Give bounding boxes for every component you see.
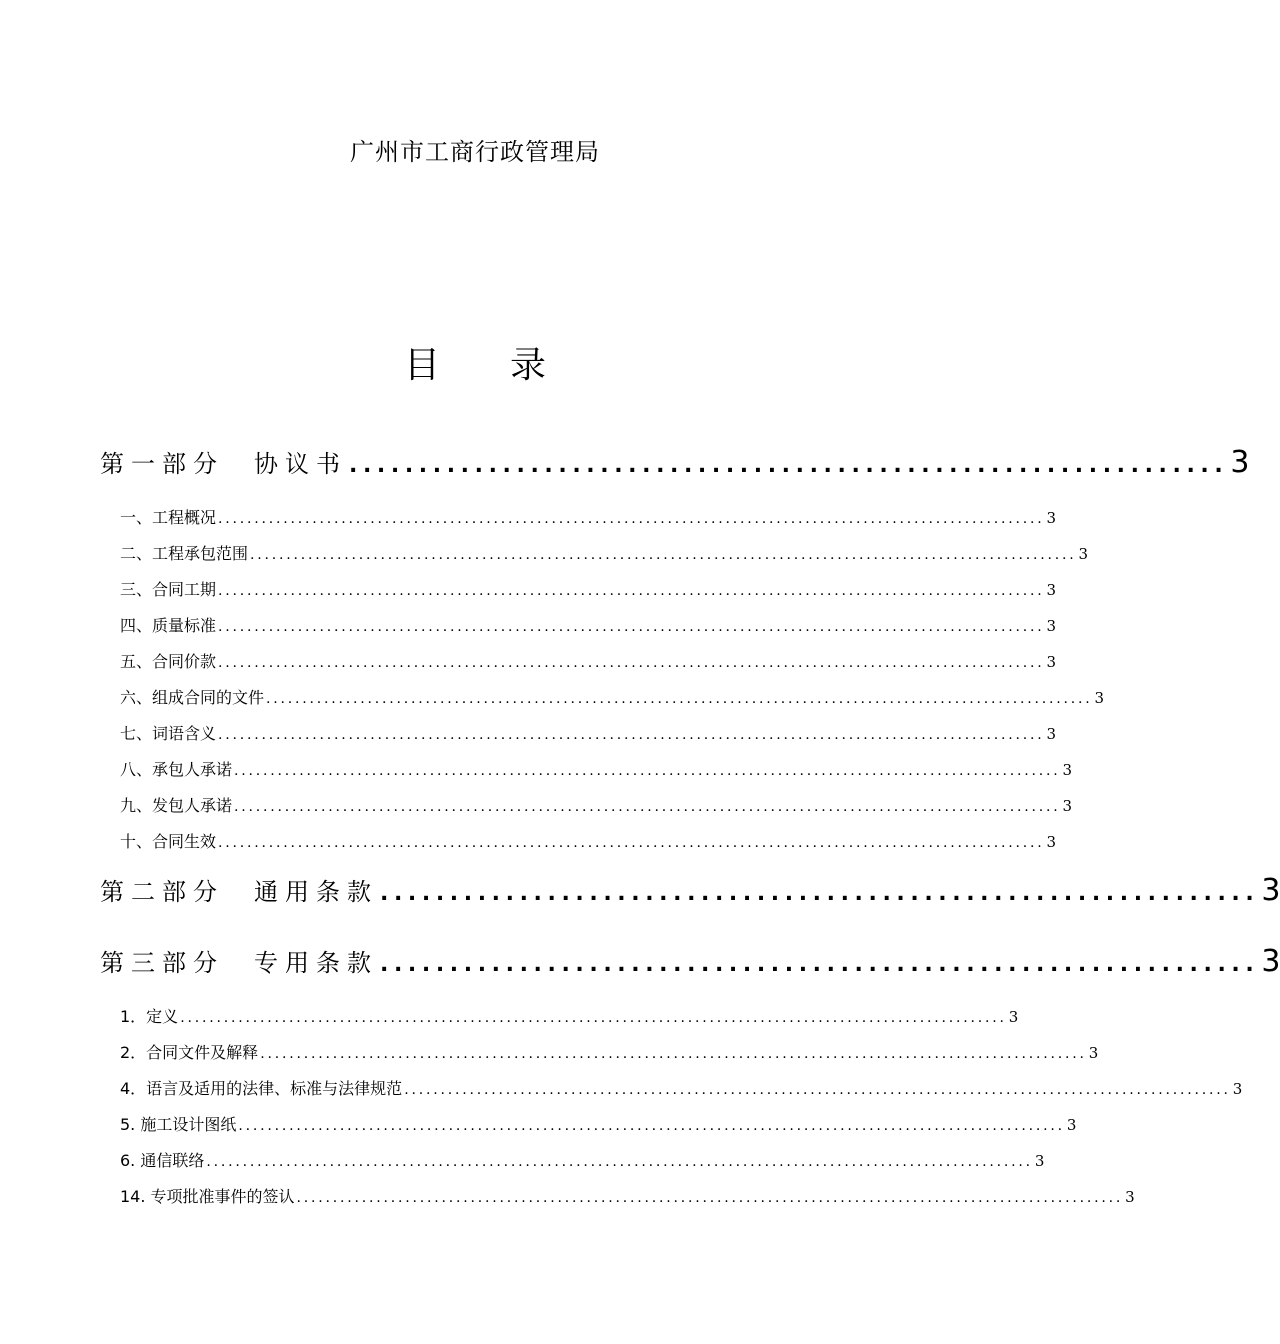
toc-item[interactable]	[120, 1113, 1077, 1138]
toc-item-page: 3	[1125, 1188, 1135, 1206]
dot-leader: ...............................................................	[380, 952, 1260, 977]
dot-leader: ..................................................................................................................	[260, 1046, 1087, 1062]
toc-item-label: 四、质量标准	[120, 616, 217, 635]
dot-leader: ..................................................................................................................	[218, 511, 1045, 527]
toc-item-page: 3	[1066, 1116, 1077, 1134]
toc-item-page: 3	[1046, 833, 1057, 851]
toc-item-page: 3	[1046, 725, 1057, 743]
toc-part-3-title: 专用条款	[254, 949, 378, 977]
toc-item-page: 3	[1034, 1152, 1045, 1170]
toc-item[interactable]	[120, 1005, 1019, 1030]
toc-item[interactable]	[120, 830, 1057, 855]
dot-leader: ..................................................................................................................	[234, 799, 1061, 815]
toc-item[interactable]	[120, 1041, 1099, 1066]
toc-item-label: 七、词语含义	[120, 724, 217, 743]
toc-part-1-page: 3	[1230, 445, 1250, 480]
dot-leader: ..................................................................................................................	[404, 1082, 1231, 1098]
dot-leader: ..................................................................................................................	[218, 583, 1045, 599]
toc-item-page: 3	[1062, 797, 1073, 815]
toc-part-1[interactable]	[100, 445, 1250, 483]
toc-item-label: 14. 专项批准事件的签认	[120, 1187, 295, 1206]
toc-item[interactable]	[120, 1149, 1045, 1174]
dot-leader: ..................................................................................................................	[218, 655, 1045, 671]
toc-item-page: 3	[1094, 689, 1105, 707]
toc-part-1-title: 协议书	[254, 450, 347, 478]
toc-part-3-page: 3	[1261, 944, 1280, 979]
toc-item-page: 3	[1078, 545, 1089, 563]
toc-part-1-number: 第一部分	[100, 450, 224, 478]
toc-item[interactable]	[120, 542, 1089, 567]
toc-item-label: 1．定义	[120, 1007, 179, 1026]
dot-leader: ..................................................................................................................	[218, 727, 1045, 743]
toc-item[interactable]	[120, 722, 1057, 747]
toc-item-label: 5. 施工设计图纸	[120, 1115, 237, 1134]
toc-item[interactable]	[120, 650, 1057, 675]
toc-item[interactable]	[120, 1077, 1243, 1102]
dot-leader: ..................................................................................................................	[206, 1154, 1033, 1170]
toc-item-page: 3	[1046, 617, 1057, 635]
toc-item-label: 八、承包人承诺	[120, 760, 233, 779]
toc-part-1-label	[100, 447, 347, 481]
dot-leader: ..................................................................................................................	[218, 619, 1045, 635]
toc-item-page: 3	[1046, 509, 1057, 527]
toc-item[interactable]	[120, 758, 1073, 783]
dot-leader: ..................................................................................................................	[238, 1118, 1065, 1134]
dot-leader: ..................................................................................................................	[234, 763, 1061, 779]
toc-item[interactable]	[120, 794, 1073, 819]
toc-item-label: 4．语言及适用的法律、标准与法律规范	[120, 1079, 403, 1098]
toc-part-3-number: 第三部分	[100, 949, 224, 977]
toc-item[interactable]	[120, 578, 1057, 603]
toc-item-label: 2．合同文件及解释	[120, 1043, 259, 1062]
toc-item-label: 十、合同生效	[120, 832, 217, 851]
toc-item[interactable]	[120, 1185, 1135, 1210]
dot-leader: ..................................................................................................................	[250, 547, 1077, 563]
toc-item[interactable]	[120, 506, 1057, 531]
dot-leader: ...............................................................	[349, 453, 1229, 478]
toc-heading-left: 目	[403, 345, 440, 386]
toc-heading-right: 录	[510, 345, 547, 386]
toc-item-label: 六、组成合同的文件	[120, 688, 265, 707]
toc-part-3-label	[100, 946, 378, 980]
toc-heading	[0, 342, 950, 390]
toc-item-label: 三、合同工期	[120, 580, 217, 599]
toc-item-page: 3	[1046, 653, 1057, 671]
toc-item-page: 3	[1008, 1008, 1019, 1026]
toc-item-label: 九、发包人承诺	[120, 796, 233, 815]
dot-leader: ..................................................................................................................	[218, 835, 1045, 851]
toc-item-page: 3	[1088, 1044, 1099, 1062]
dot-leader: ..................................................................................................................	[266, 691, 1093, 707]
toc-item[interactable]	[120, 614, 1057, 639]
dot-leader: ..................................................................................................................	[296, 1190, 1124, 1206]
dot-leader: ..................................................................................................................	[180, 1010, 1007, 1026]
toc-part-2-page: 3	[1261, 873, 1280, 908]
dot-leader: ...............................................................	[380, 881, 1260, 906]
toc-part-2[interactable]	[100, 873, 1280, 911]
toc-item-page: 3	[1046, 581, 1057, 599]
toc-item-label: 五、合同价款	[120, 652, 217, 671]
toc-item-label: 二、工程承包范围	[120, 544, 249, 563]
toc-item-label: 一、工程概况	[120, 508, 217, 527]
organization-title: 广州市工商行政管理局	[350, 138, 600, 166]
toc-part-2-title: 通用条款	[254, 878, 378, 906]
toc-item-page: 3	[1232, 1080, 1243, 1098]
toc-item[interactable]	[120, 686, 1105, 711]
toc-item-page: 3	[1062, 761, 1073, 779]
toc-part-2-label	[100, 875, 378, 909]
toc-part-3[interactable]	[100, 944, 1280, 982]
toc-item-label: 6. 通信联络	[120, 1151, 205, 1170]
toc-part-2-number: 第二部分	[100, 878, 224, 906]
